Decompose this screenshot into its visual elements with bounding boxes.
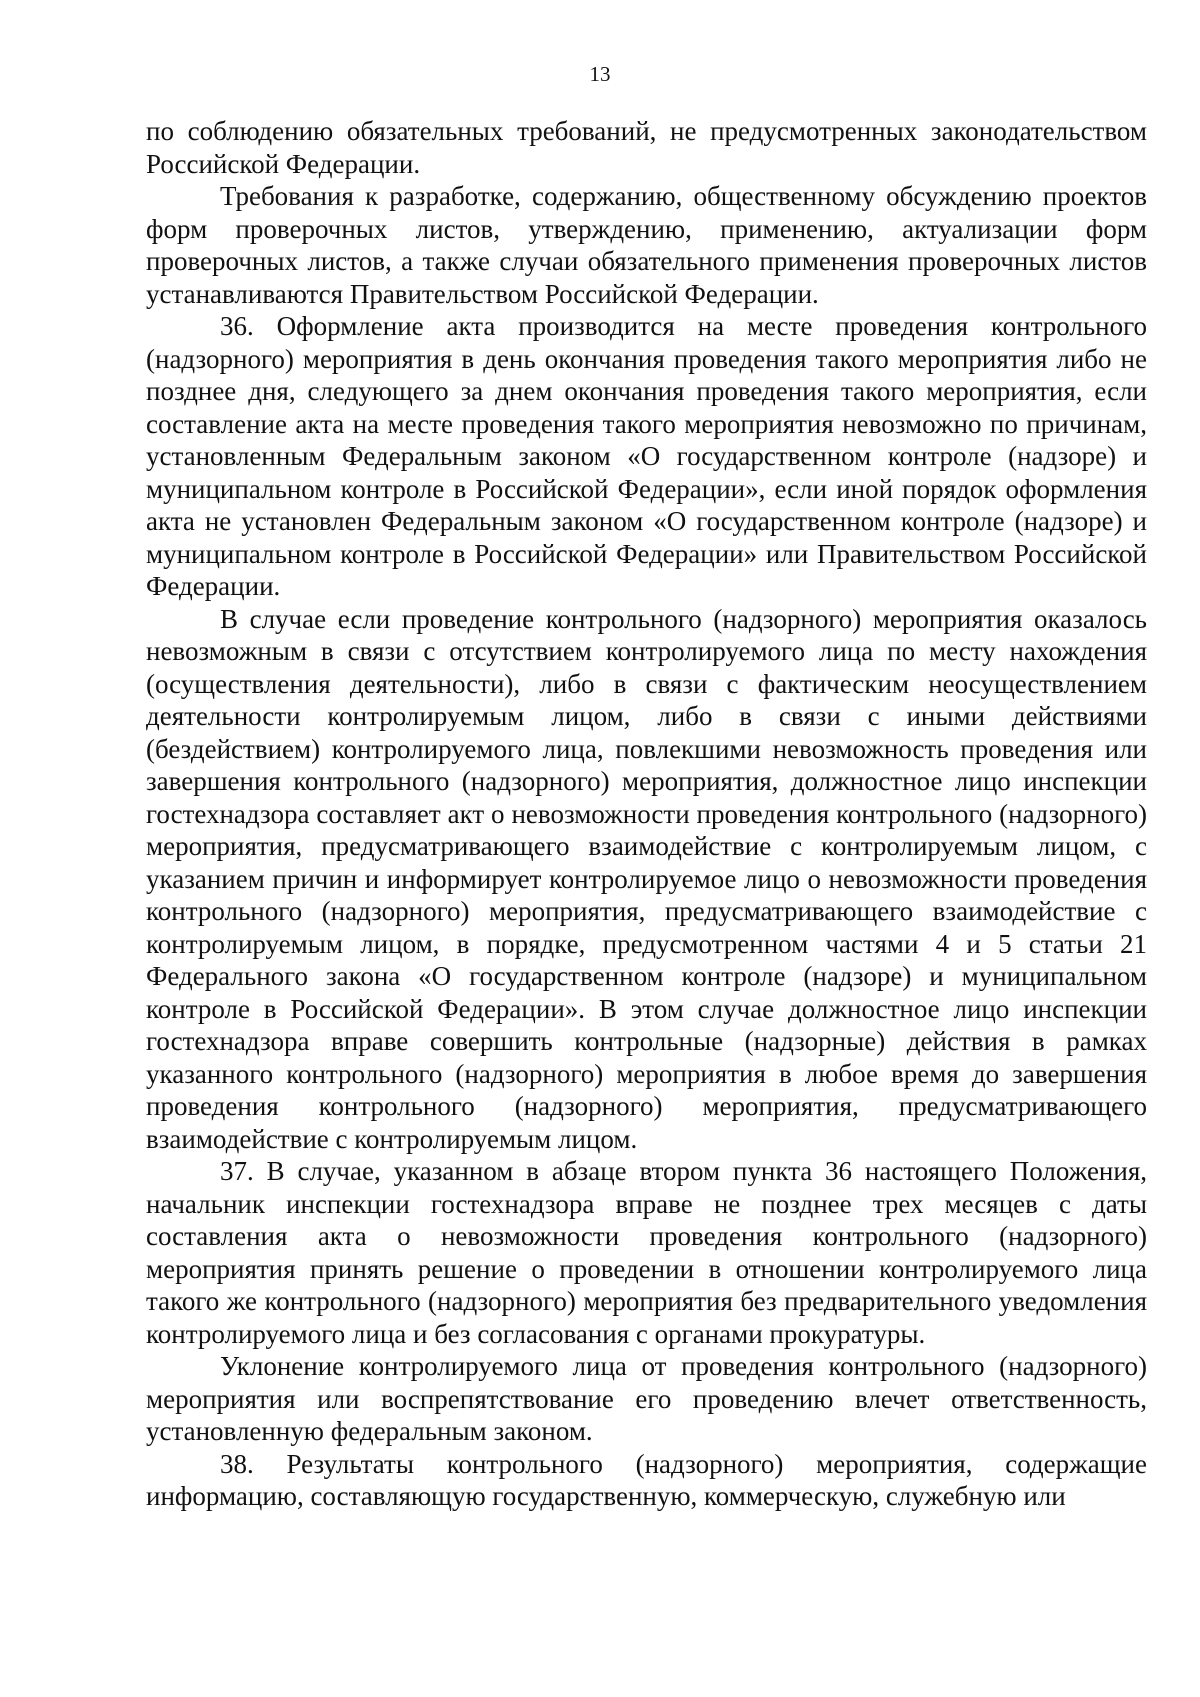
paragraph-continuation: по соблюдению обязательных требований, не предусмотренных законодательством Российской Федерации.: [146, 116, 1147, 179]
paragraph-item-38: 38. Результаты контрольного (надзорного) мероприятия, содержащие информацию, составляющую государственную, коммерческую, служебную или: [146, 1448, 1147, 1511]
paragraph-checklist-requirements: Требования к разработке, содержанию, общественному обсуждению проектов форм проверочных листов, утверждению, применению, актуализации форм проверочных листов, а также случаи обязательного применения проверочных листов устанавливаются Правительством Российской Федерации.: [146, 181, 1147, 309]
paragraph-item-37: 37. В случае, указанном в абзаце втором пункта 36 настоящего Положения, начальник инспекции гостехнадзора вправе не позднее трех месяцев с даты составления акта о невозможности проведения контрольного (надзорного) мероприятия принять решение о проведении в отношении контролируемого лица такого же контрольного (надзорного) мероприятия без предварительного уведомления контролируемого лица и без согласования с органами прокуратуры.: [146, 1156, 1147, 1349]
paragraph-item-36-impossibility: В случае если проведение контрольного (надзорного) мероприятия оказалось невозможным в связи с отсутствием контролируемого лица по месту нахождения (осуществления деятельности), либо в связи с фактическим неосуществлением деятельности контролируемым лицом, либо в связи с иными действиями (бездействием) контролируемого лица, повлекшими невозможность проведения или завершения контрольного (надзорного) мероприятия, должностное лицо инспекции гостехнадзора составляет акт о невозможности проведения контрольного (надзорного) мероприятия, предусматривающего взаимодействие с контролируемым лицом, с указанием причин и информирует контролируемое лицо о невозможности проведения контрольного (надзорного) мероприятия, предусматривающего взаимодействие с контролируемым лицом, в порядке, предусмотренном частями 4 и 5 статьи 21 Федерального закона «О государственном контроле (надзоре) и муниципальном контроле в Российской Федерации». В этом случае должностное лицо инспекции гостехнадзора вправе совершить контрольные (надзорные) действия в рамках указанного контрольного (надзорного) мероприятия в любое время до завершения проведения контрольного (надзорного) мероприятия, предусматривающего взаимодействие с контролируемым лицом.: [146, 603, 1147, 1154]
paragraph-evasion-liability: Уклонение контролируемого лица от проведения контрольного (надзорного) мероприятия или воспрепятствование его проведению влечет ответственность, установленную федеральным законом.: [146, 1351, 1147, 1446]
paragraph-item-36: 36. Оформление акта производится на месте проведения контрольного (надзорного) мероприятия в день окончания проведения такого мероприятия либо не позднее дня, следующего за днем окончания проведения такого мероприятия, если составление акта на месте проведения такого мероприятия невозможно по причинам, установленным Федеральным законом «О государственном контроле (надзоре) и муниципальном контроле в Российской Федерации», если иной порядок оформления акта не установлен Федеральным законом «О государственном контроле (надзоре) и муниципальном контроле в Российской Федерации» или Правительством Российской Федерации.: [146, 311, 1147, 601]
page-number: 13: [589, 62, 611, 86]
document-body: [146, 115, 1147, 1513]
